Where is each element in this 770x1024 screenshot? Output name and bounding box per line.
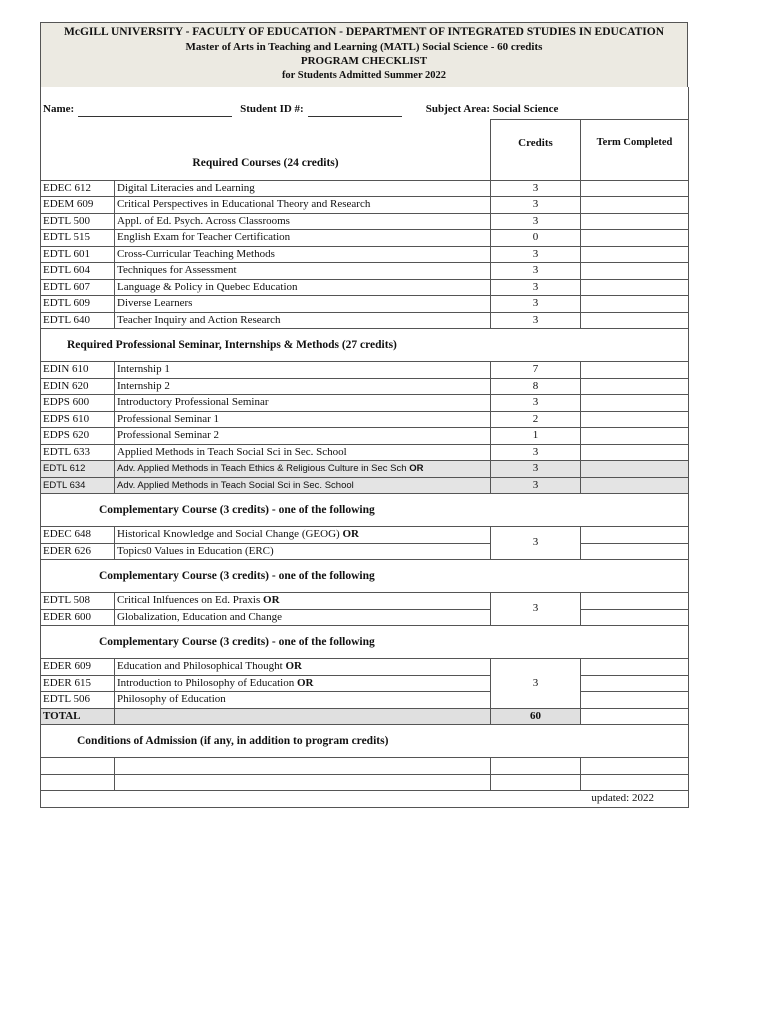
course-row [41,378,689,395]
course-credits: 3 [491,395,581,412]
or-label: OR [296,676,314,689]
course-code: EDER 626 [41,543,115,560]
course-title: Appl. of Ed. Psych. Across Classrooms [115,213,491,230]
course-code: EDIN 620 [41,378,115,395]
course-code: EDTL 515 [41,230,115,247]
course-title: Cross-Curricular Teaching Methods [115,246,491,263]
complementary-2-rows [41,593,689,626]
course-row [41,543,689,560]
checklist-title: PROGRAM CHECKLIST [300,55,428,67]
course-row [41,263,689,280]
course-title: Globalization, Education and Change [115,609,491,626]
total-credits: 60 [491,708,581,725]
program-checklist [40,22,688,808]
complementary-1-title: Complementary Course (3 credits) - one of the following [99,504,375,516]
term-completed-cell[interactable] [581,428,689,445]
course-row [41,411,689,428]
total-row [41,708,689,725]
course-title: Adv. Applied Methods in Teach Social Sci in Sec. School [115,477,491,494]
term-completed-cell[interactable] [581,395,689,412]
total-label: TOTAL [41,708,115,725]
course-title: Education and Philosophical Thought OR [115,659,491,676]
course-row [41,692,689,709]
course-credits: 3 [491,312,581,329]
updated-note: updated: 2022 [41,791,689,808]
course-credits: 3 [491,213,581,230]
term-completed-cell[interactable] [581,362,689,379]
course-row [41,461,689,478]
term-completed-cell[interactable] [581,477,689,494]
or-label: OR [409,463,424,474]
course-credits: 3 [491,296,581,313]
course-row [41,197,689,214]
term-completed-cell[interactable] [581,296,689,313]
course-title: English Exam for Teacher Certification [115,230,491,247]
course-title: Philosophy of Education [115,692,491,709]
course-row [41,213,689,230]
course-credits: 3 [491,180,581,197]
term-completed-cell[interactable] [581,197,689,214]
course-row [41,180,689,197]
admission-term-line: for Students Admitted Summer 2022 [281,69,447,81]
course-code: EDEM 609 [41,197,115,214]
seminar-rows [41,362,689,461]
required-courses-title: Required Courses (24 credits) [41,120,491,181]
course-code: EDPS 610 [41,411,115,428]
term-completed-cell[interactable] [581,543,689,560]
course-credits: 3 [491,263,581,280]
course-title: Historical Knowledge and Social Change (GEOG) OR [115,527,491,544]
course-row [41,362,689,379]
course-credits: 3 [491,461,581,478]
course-code: EDER 600 [41,609,115,626]
course-row [41,659,689,676]
course-title: Applied Methods in Teach Social Sci in Sec. School [115,444,491,461]
conditions-row [41,774,689,791]
document-header [40,22,688,87]
course-code: EDIN 610 [41,362,115,379]
course-code: EDTL 633 [41,444,115,461]
student-info-line [41,89,688,117]
advanced-methods-rows [41,461,689,494]
course-row [41,230,689,247]
course-title: Language & Policy in Quebec Education [115,279,491,296]
term-completed-column-header: Term Completed [581,120,689,181]
term-completed-cell[interactable] [581,527,689,544]
course-row [41,609,689,626]
name-label: Name: [43,102,75,115]
name-field[interactable] [78,106,232,117]
course-code: EDER 615 [41,675,115,692]
conditions-title: Conditions of Admission (if any, in addition to program credits) [77,735,389,747]
term-completed-cell[interactable] [581,609,689,626]
term-completed-cell[interactable] [581,411,689,428]
course-credits: 3 [491,279,581,296]
course-title: Topics0 Values in Education (ERC) [115,543,491,560]
course-row [41,444,689,461]
course-credits: 3 [491,197,581,214]
or-label: OR [342,528,359,540]
course-code: EDTL 500 [41,213,115,230]
or-label: OR [285,660,302,672]
course-title: Internship 1 [115,362,491,379]
course-title: Diverse Learners [115,296,491,313]
course-row [41,593,689,610]
required-courses-rows [41,180,689,329]
term-completed-cell[interactable] [581,279,689,296]
subject-area-label: Subject Area: Social Science [425,102,559,115]
group-credits: 3 [491,593,581,626]
term-completed-cell[interactable] [581,675,689,692]
course-code: EDTL 601 [41,246,115,263]
course-code: EDTL 609 [41,296,115,313]
course-row [41,477,689,494]
complementary-3-title: Complementary Course (3 credits) - one of the following [99,636,375,648]
group-credits: 3 [491,527,581,560]
course-row [41,527,689,544]
course-title: Introduction to Philosophy of Education OR [115,675,491,692]
student-id-field[interactable] [308,106,402,117]
course-credits: 7 [491,362,581,379]
or-label: OR [263,594,280,606]
course-row [41,395,689,412]
course-row [41,279,689,296]
term-completed-cell[interactable] [581,593,689,610]
course-title: Adv. Applied Methods in Teach Ethics & Religious Culture in Sec Sch OR [115,461,491,478]
course-title: Professional Seminar 2 [115,428,491,445]
course-row [41,296,689,313]
course-code: EDER 609 [41,659,115,676]
course-credits: 3 [491,246,581,263]
course-row [41,428,689,445]
course-title: Critical Perspectives in Educational Theory and Research [115,197,491,214]
complementary-1-rows [41,527,689,560]
course-credits: 0 [491,230,581,247]
credits-column-header: Credits [491,120,581,181]
term-completed-cell[interactable] [581,213,689,230]
term-completed-cell[interactable] [581,246,689,263]
course-title: Critical Inlfuences on Ed. Praxis OR [115,593,491,610]
course-code: EDEC 648 [41,527,115,544]
complementary-2-title: Complementary Course (3 credits) - one of the following [99,570,375,582]
course-code: EDTL 508 [41,593,115,610]
term-completed-cell[interactable] [581,312,689,329]
course-row [41,675,689,692]
course-credits: 3 [491,477,581,494]
university-line: McGILL UNIVERSITY - FACULTY OF EDUCATION - DEPARTMENT OF INTEGRATED STUDIES IN EDUCATION [63,26,664,38]
student-id-label: Student ID #: [240,102,304,115]
checklist-table [40,87,689,808]
term-completed-cell[interactable] [581,659,689,676]
seminar-section-title: Required Professional Seminar, Internships & Methods (27 credits) [67,339,397,351]
term-completed-cell[interactable] [581,444,689,461]
term-completed-cell[interactable] [581,263,689,280]
course-credits: 1 [491,428,581,445]
term-completed-cell[interactable] [581,461,689,478]
term-completed-cell[interactable] [581,378,689,395]
course-row [41,246,689,263]
course-code: EDTL 604 [41,263,115,280]
course-code: EDEC 612 [41,180,115,197]
course-code: EDPS 600 [41,395,115,412]
course-title: Digital Literacies and Learning [115,180,491,197]
group-credits: 3 [491,659,581,709]
term-completed-cell[interactable] [581,230,689,247]
complementary-3-rows [41,659,689,709]
course-code: EDTL 612 [41,461,115,478]
course-code: EDTL 634 [41,477,115,494]
course-title: Introductory Professional Seminar [115,395,491,412]
course-title: Internship 2 [115,378,491,395]
course-code: EDTL 506 [41,692,115,709]
course-code: EDTL 607 [41,279,115,296]
conditions-row [41,758,689,775]
term-completed-cell[interactable] [581,692,689,709]
program-line: Master of Arts in Teaching and Learning (MATL) Social Science - 60 credits [185,40,543,53]
term-completed-cell[interactable] [581,180,689,197]
course-title: Professional Seminar 1 [115,411,491,428]
course-title: Teacher Inquiry and Action Research [115,312,491,329]
course-credits: 2 [491,411,581,428]
course-credits: 8 [491,378,581,395]
course-credits: 3 [491,444,581,461]
course-code: EDPS 620 [41,428,115,445]
course-title: Techniques for Assessment [115,263,491,280]
course-row [41,312,689,329]
course-code: EDTL 640 [41,312,115,329]
